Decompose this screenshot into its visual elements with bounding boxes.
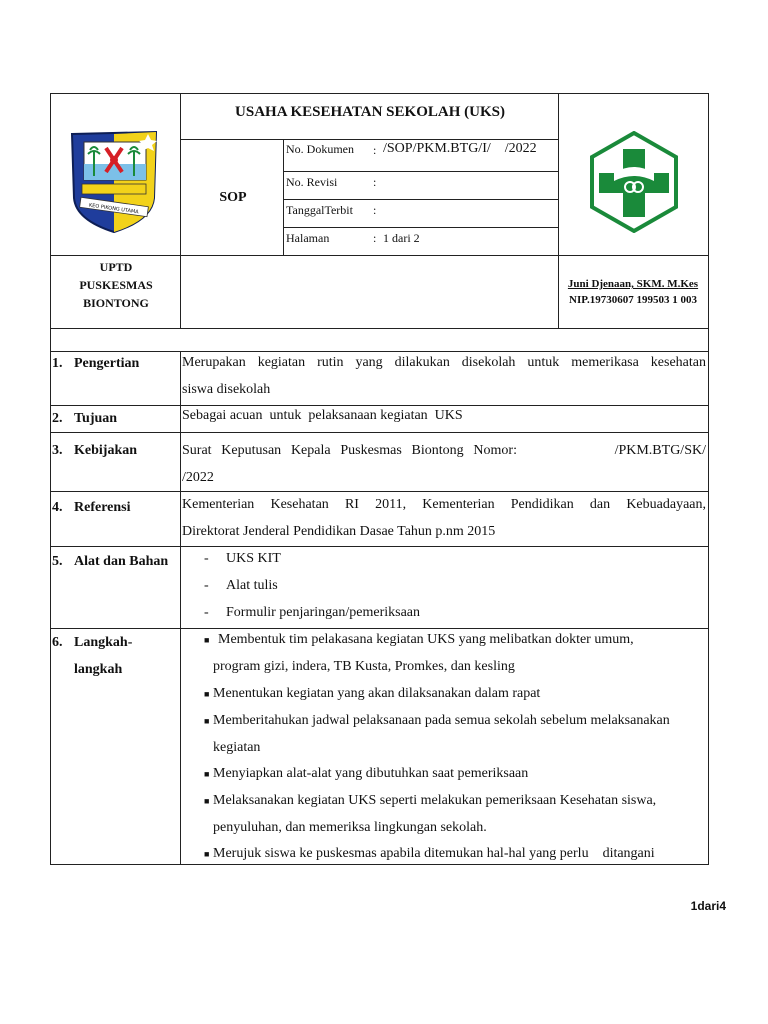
content-line: /2022 bbox=[182, 469, 214, 485]
step-line: kegiatan bbox=[213, 740, 261, 755]
step-line: program gizi, indera, TB Kusta, Promkes, dan kesling bbox=[213, 659, 515, 674]
bullet-icon: ■ bbox=[204, 635, 210, 645]
org-line: UPTD bbox=[99, 260, 133, 274]
bullet-icon: ■ bbox=[204, 849, 210, 859]
page-number: 1dari4 bbox=[690, 899, 726, 913]
divider bbox=[283, 227, 559, 228]
divider bbox=[180, 351, 181, 865]
divider bbox=[180, 93, 181, 329]
divider bbox=[50, 328, 709, 329]
meta-value-doc-number: /SOP/PKM.BTG/I/ /2022 bbox=[383, 141, 537, 156]
list-dash: - bbox=[204, 551, 209, 566]
regional-emblem-logo bbox=[68, 128, 160, 236]
organization-name bbox=[52, 258, 180, 312]
list-item: UKS KIT bbox=[226, 551, 281, 566]
step-line: Menentukan kegiatan yang akan dilaksanakan dalam rapat bbox=[213, 686, 541, 701]
list-item: Alat tulis bbox=[226, 578, 278, 593]
content-line: Direktorat Jenderal Pendidikan Dasae Tahun p.nm 2015 bbox=[182, 523, 496, 539]
section-title-line: langkah bbox=[74, 662, 123, 677]
list-dash: - bbox=[204, 605, 209, 620]
bullet-icon: ■ bbox=[204, 769, 210, 779]
divider bbox=[180, 139, 559, 140]
meta-sep: : bbox=[373, 143, 377, 157]
content-line: Sebagai acuan untuk pelaksanaan kegiatan UKS bbox=[182, 408, 463, 423]
meta-label: No. Dokumen bbox=[286, 142, 354, 156]
table-border-right bbox=[708, 93, 709, 865]
emblem-banner-text: KEO PIKONG UTAMA bbox=[88, 202, 139, 216]
divider bbox=[283, 199, 559, 200]
bullet-icon: ■ bbox=[204, 716, 210, 726]
section-title: Pengertian bbox=[74, 356, 140, 371]
section-number: 2. bbox=[52, 411, 63, 426]
org-line: BIONTONG bbox=[83, 296, 149, 310]
step-line: Merujuk siswa ke puskesmas apabila ditemukan hal-hal yang perlu ditangani bbox=[213, 846, 655, 861]
section-content bbox=[182, 438, 706, 491]
section-content bbox=[182, 492, 706, 545]
org-line: PUSKESMAS bbox=[79, 278, 153, 292]
meta-sep: : bbox=[373, 231, 377, 245]
step-line: Menyiapkan alat-alat yang dibutuhkan saat pemeriksaan bbox=[213, 766, 529, 781]
puskesmas-logo bbox=[590, 131, 678, 233]
divider bbox=[283, 171, 559, 172]
section-number: 1. bbox=[52, 356, 63, 371]
section-number: 5. bbox=[52, 554, 63, 569]
list-dash: - bbox=[204, 578, 209, 593]
bullet-icon: ■ bbox=[204, 796, 210, 806]
meta-label: TanggalTerbit bbox=[286, 203, 353, 217]
section-content bbox=[182, 350, 706, 403]
signature-block bbox=[558, 276, 708, 308]
content-line: Surat Keputusan Kepala Puskesmas Biontong Nomor: /PKM.BTG/SK/ bbox=[182, 443, 706, 458]
section-number: 4. bbox=[52, 500, 63, 515]
document-title: USAHA KESEHATAN SEKOLAH (UKS) bbox=[235, 104, 505, 120]
divider bbox=[50, 255, 709, 256]
divider bbox=[50, 546, 709, 547]
sop-label: SOP bbox=[219, 190, 247, 205]
list-item: Formulir penjaringan/pemeriksaan bbox=[226, 605, 420, 620]
section-number: 3. bbox=[52, 443, 63, 458]
step-line: Melaksanakan kegiatan UKS seperti melakukan pemeriksaan Kesehatan siswa, bbox=[213, 793, 657, 808]
table-border-top bbox=[50, 93, 709, 94]
content-line: Merupakan kegiatan rutin yang dilakukan disekolah untuk memerikasa kesehatan bbox=[182, 355, 706, 370]
step-line: Memberitahukan jadwal pelaksanaan pada semua sekolah sebelum melaksanakan bbox=[213, 713, 670, 728]
meta-value-page: 1 dari 2 bbox=[383, 231, 420, 245]
meta-sep: : bbox=[373, 175, 377, 189]
divider bbox=[50, 432, 709, 433]
content-line: siswa disekolah bbox=[182, 381, 271, 397]
table-border-left bbox=[50, 93, 51, 865]
signer-nip: NIP.19730607 199503 1 003 bbox=[569, 294, 697, 306]
step-line: penyuluhan, dan memeriksa lingkungan sekolah. bbox=[213, 820, 487, 835]
section-title-line: Langkah- bbox=[74, 635, 133, 650]
meta-label: Halaman bbox=[286, 231, 330, 245]
meta-label: No. Revisi bbox=[286, 175, 338, 189]
meta-sep: : bbox=[373, 203, 377, 217]
section-title: Kebijakan bbox=[74, 443, 138, 458]
section-number: 6. bbox=[52, 635, 63, 650]
content-line: Kementerian Kesehatan RI 2011, Kementerian Pendidikan dan Kebuadayaan, bbox=[182, 497, 706, 512]
signer-name: Juni Djenaan, SKM. M.Kes bbox=[567, 278, 699, 290]
section-title: Referensi bbox=[74, 500, 131, 515]
section-title: Alat dan Bahan bbox=[74, 554, 169, 569]
bullet-icon: ■ bbox=[204, 689, 210, 699]
section-title: Tujuan bbox=[74, 411, 118, 426]
step-line: Membentuk tim pelakasana kegiatan UKS yang melibatkan dokter umum, bbox=[218, 632, 634, 647]
